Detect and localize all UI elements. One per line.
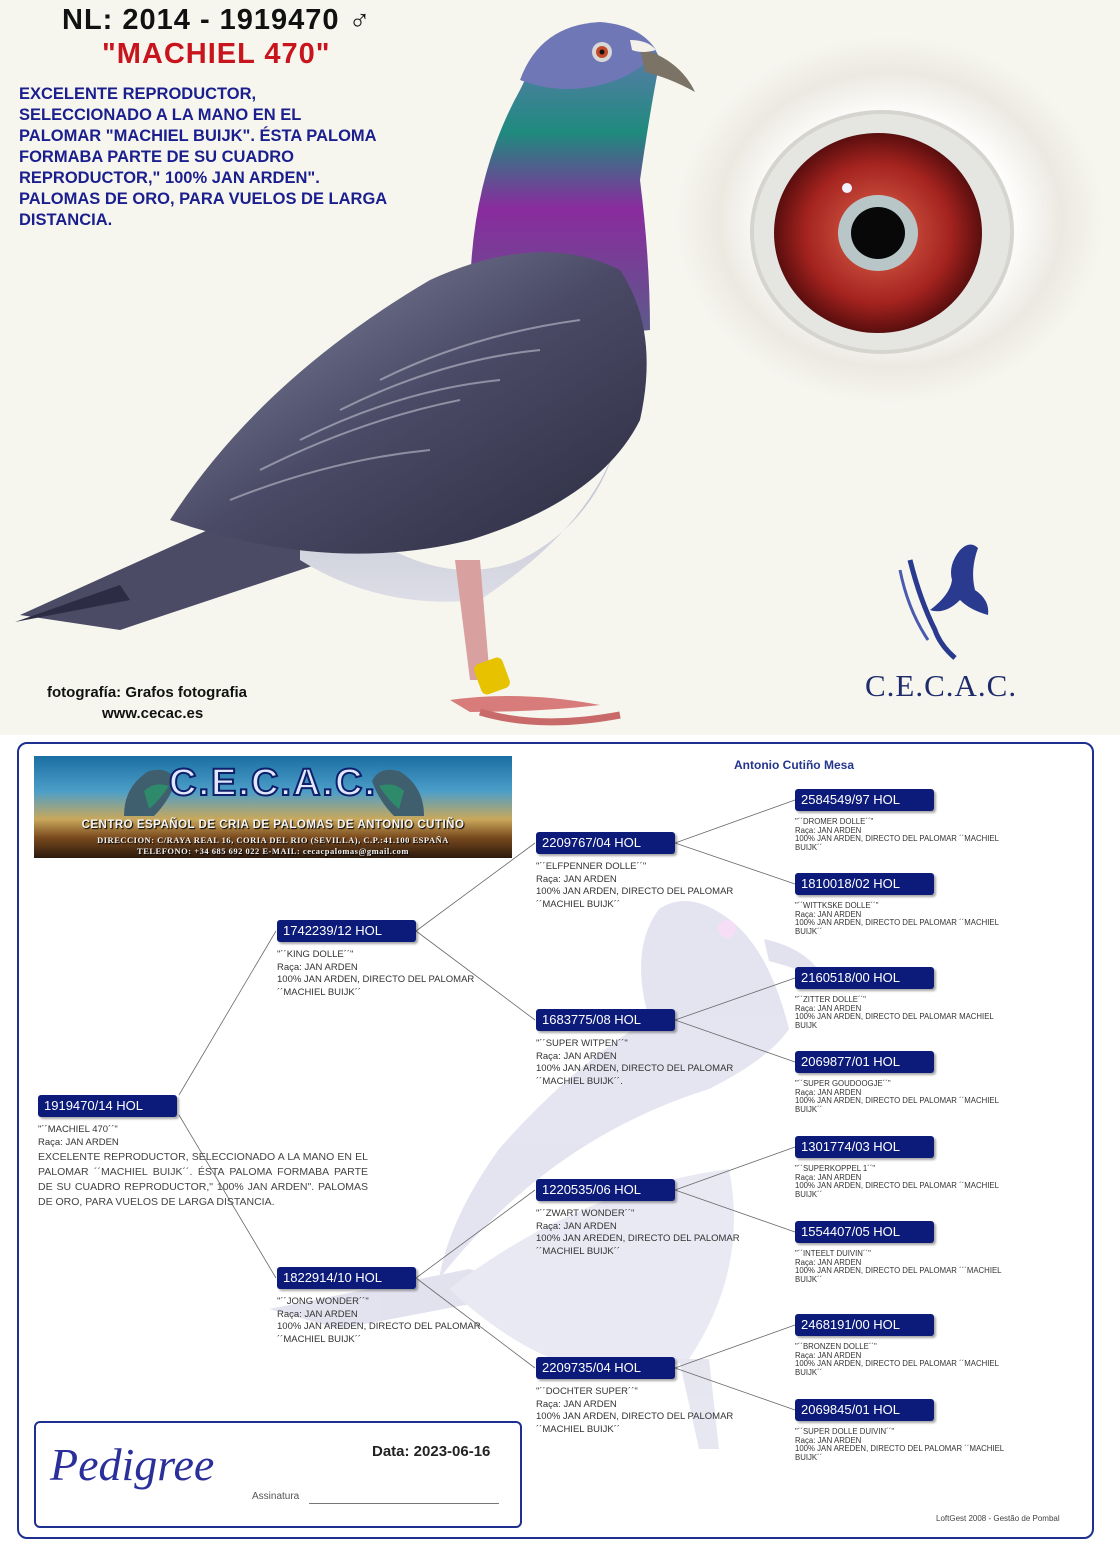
info-line: Raça: JAN ARDEN [795,1087,862,1097]
info-line: Raça: JAN ARDEN [536,1398,617,1410]
grandparent-info [536,1208,740,1258]
photo-section [0,0,1120,735]
info-line: "´´WITTKSKE DOLLE´´" [795,901,879,910]
info-line: Raça: JAN ARDEN [536,1220,617,1232]
great-grandparent-ring-tag[interactable]: 2160518/00 HOL [795,967,934,989]
great-grandparent-ring-tag[interactable]: 2584549/97 HOL [795,789,934,811]
info-line: BUIJK´´ [795,1452,823,1462]
eye-closeup [660,20,1110,410]
cecac-logo-icon [890,540,1010,670]
ring-number: NL: 2014 - 1919470 ♂ [62,4,372,36]
info-line: Raça: JAN ARDEN [38,1136,119,1148]
description-line: REPRODUCTOR," 100% JAN ARDEN". [19,169,320,187]
signature-label: Assinatura [252,1491,300,1502]
info-line: "´´KING DOLLE´´" [277,949,354,960]
great-grandparent-info [795,996,994,1030]
info-line: Raça: JAN ARDEN [795,825,862,835]
info-line: Raça: JAN ARDEN [795,1257,862,1267]
great-grandparent-ring-tag[interactable]: 2069845/01 HOL [795,1399,934,1421]
photo-credit: fotografía: Grafos fotografia [47,684,248,701]
great-grandparent-ring-tag[interactable]: 1301774/03 HOL [795,1136,934,1158]
website-link[interactable]: www.cecac.es [102,705,204,722]
info-line: 100% JAN ARDEN, DIRECTO DEL PALOMAR ´´´MACHIEL [795,1266,1002,1276]
info-line: "´´SUPER GOUDOOGJE´´" [795,1079,891,1088]
info-line: BUIJK [795,1020,818,1030]
info-line: 100% JAN ARDEN, DIRECTO DEL PALOMAR ´´MACHIEL [795,834,999,844]
info-line: "´´MACHIEL 470´´" [38,1124,118,1135]
banner-contact: TELEFONO: +34 685 692 022 E-MAIL: cecacpalomas@gmail.com [137,846,409,856]
info-line: BUIJK´´ [795,1367,823,1377]
description-line: FORMABA PARTE DE SU CUADRO [19,148,294,166]
pedigree-sheet [17,742,1094,1539]
great-grandparent-info [795,1165,999,1199]
great-grandparent-ring-tag[interactable]: 1810018/02 HOL [795,873,934,895]
info-line: Raça: JAN ARDEN [277,1308,358,1320]
parent-ring-tag[interactable]: 1822914/10 HOL [277,1267,416,1289]
info-line: 100% JAN AREDEN, DIRECTO DEL PALOMAR ´´MACHIEL [795,1444,1005,1454]
grandparent-ring-tag[interactable]: 1220535/06 HOL [536,1179,675,1201]
info-line: "´´BRONZEN DOLLE´´" [795,1342,877,1351]
info-line: 100% JAN ARDEN, DIRECTO DEL PALOMAR [277,974,475,985]
info-line: "´´DOCHTER SUPER´´" [536,1386,638,1397]
grandparent-ring-tag[interactable]: 2209735/04 HOL [536,1357,675,1379]
pedigree-date: Data: 2023-06-16 [372,1443,491,1460]
pedigree-footer-box [34,1421,522,1528]
great-grandparent-info [795,1428,1004,1462]
description-line: DISTANCIA. [19,211,113,229]
great-grandparent-ring-tag[interactable]: 2468191/00 HOL [795,1314,934,1336]
info-line: ´´MACHIEL BUIJK´´ [277,1333,362,1345]
info-line: Raça: JAN ARDEN [795,1172,862,1182]
description-line: PALOMAR "MACHIEL BUIJK". ÉSTA PALOMA [19,127,377,145]
software-credit: LoftGest 2008 - Gestão de Pombal [936,1514,1060,1523]
pedigree-script-title: Pedigree [50,1439,215,1490]
info-line: "´´SUPER WITPEN´´" [536,1038,628,1049]
pigeon-name: "MACHIEL 470" [102,38,331,70]
info-line: Raça: JAN ARDEN [795,1350,862,1360]
grandparent-ring-tag[interactable]: 2209767/04 HOL [536,832,675,854]
info-line: 100% JAN ARDEN, DIRECTO DEL PALOMAR [536,1411,734,1422]
description-line: EXCELENTE REPRODUCTOR, [19,85,257,103]
grandparent-info [536,1038,733,1088]
great-grandparent-info [795,1080,999,1114]
info-line: 100% JAN AREDEN, DIRECTO DEL PALOMAR [536,1233,740,1244]
info-line: 100% JAN ARDEN, DIRECTO DEL PALOMAR [536,886,734,897]
grandparent-info [536,861,733,911]
great-grandparent-ring-tag[interactable]: 1554407/05 HOL [795,1221,934,1243]
info-line: Raça: JAN ARDEN [795,1003,862,1013]
info-line: Raça: JAN ARDEN [795,909,862,919]
info-line: 100% JAN ARDEN, DIRECTO DEL PALOMAR [536,1063,734,1074]
banner-subtitle: CENTRO ESPAÑOL DE CRIA DE PALOMAS DE ANTONIO CUTIÑO [81,819,465,831]
description-line: PALOMAS DE ORO, PARA VUELOS DE LARGA [19,190,388,208]
info-line: BUIJK´´ [795,842,823,852]
grandparent-ring-tag[interactable]: 1683775/08 HOL [536,1009,675,1031]
info-line: "´´JONG WONDER´´" [277,1296,369,1307]
banner-title: C.E.C.A.C. [169,762,377,804]
info-line: Raça: JAN ARDEN [795,1435,862,1445]
signature-line[interactable] [309,1503,499,1504]
info-line: "´´SUPER DOLLE DUIVIN´´" [795,1427,895,1436]
info-line: 100% JAN ARDEN, DIRECTO DEL PALOMAR ´´MACHIEL [795,1359,999,1369]
great-grandparent-info [795,902,999,936]
subject-description: EXCELENTE REPRODUCTOR, SELECCIONADO A LA MANO EN EL PALOMAR ´´MACHIEL BUIJK´´. ÉSTA PALOMA FORMABA PARTE DE SU CUADRO REPRODUCTOR," 100% JAN ARDEN". PALOMAS DE ORO, PARA VUELOS DE LARGA DISTANCIA. [38,1151,368,1208]
great-grandparent-info [795,818,999,852]
info-line: 100% JAN AREDEN, DIRECTO DEL PALOMAR [277,1321,481,1332]
info-line: ´´MACHIEL BUIJK´´. [536,1075,623,1087]
info-line: "´´ZITTER DOLLE´´" [795,995,866,1004]
info-line: "´´ELFPENNER DOLLE´´" [536,861,647,872]
info-line: BUIJK´´ [795,1274,823,1284]
great-grandparent-info [795,1343,999,1377]
cecac-logo-text: C.E.C.A.C. [865,668,1018,703]
info-line: 100% JAN ARDEN, DIRECTO DEL PALOMAR ´´MACHIEL [795,1181,999,1191]
info-line: 100% JAN ARDEN, DIRECTO DEL PALOMAR ´´MACHIEL [795,918,999,928]
info-line: "´´SUPERKOPPEL 1´´" [795,1164,876,1173]
info-line: 100% JAN ARDEN, DIRECTO DEL PALOMAR MACHIEL [795,1012,994,1022]
info-line: BUIJK´´ [795,1104,823,1114]
info-line: Raça: JAN ARDEN [536,873,617,885]
info-line: Raça: JAN ARDEN [277,961,358,973]
parent-info [277,949,474,999]
info-line: "´´INTEELT DUIVIN´´" [795,1249,871,1258]
info-line: ´´MACHIEL BUIJK´´ [536,1423,621,1435]
info-line: BUIJK´´ [795,926,823,936]
info-line: Raça: JAN ARDEN [536,1050,617,1062]
subject-ring-tag[interactable]: 1919470/14 HOL [38,1095,177,1117]
info-line: "´´ZWART WONDER´´" [536,1208,635,1219]
info-line: "´´DROMER DOLLE´´" [795,817,874,826]
parent-info [277,1296,481,1346]
owner-name: Antonio Cutiño Mesa [734,758,854,772]
parent-ring-tag[interactable]: 1742239/12 HOL [277,920,416,942]
great-grandparent-ring-tag[interactable]: 2069877/01 HOL [795,1051,934,1073]
info-line: ´´MACHIEL BUIJK´´ [536,898,621,910]
great-grandparent-info [795,1250,1002,1284]
info-line: BUIJK´´ [795,1189,823,1199]
pigeon-description [19,84,494,231]
subject-info [38,1124,119,1149]
info-line: ´´MACHIEL BUIJK´´ [277,986,362,998]
grandparent-info [536,1386,733,1436]
description-line: SELECCIONADO A LA MANO EN EL [19,106,302,124]
banner-address: DIRECCION: C/RAYA REAL 16, CORIA DEL RIO (SEVILLA), C.P.:41.100 ESPAÑA [97,835,449,845]
info-line: ´´MACHIEL BUIJK´´ [536,1245,621,1257]
info-line: 100% JAN ARDEN, DIRECTO DEL PALOMAR ´´MACHIEL [795,1096,999,1106]
